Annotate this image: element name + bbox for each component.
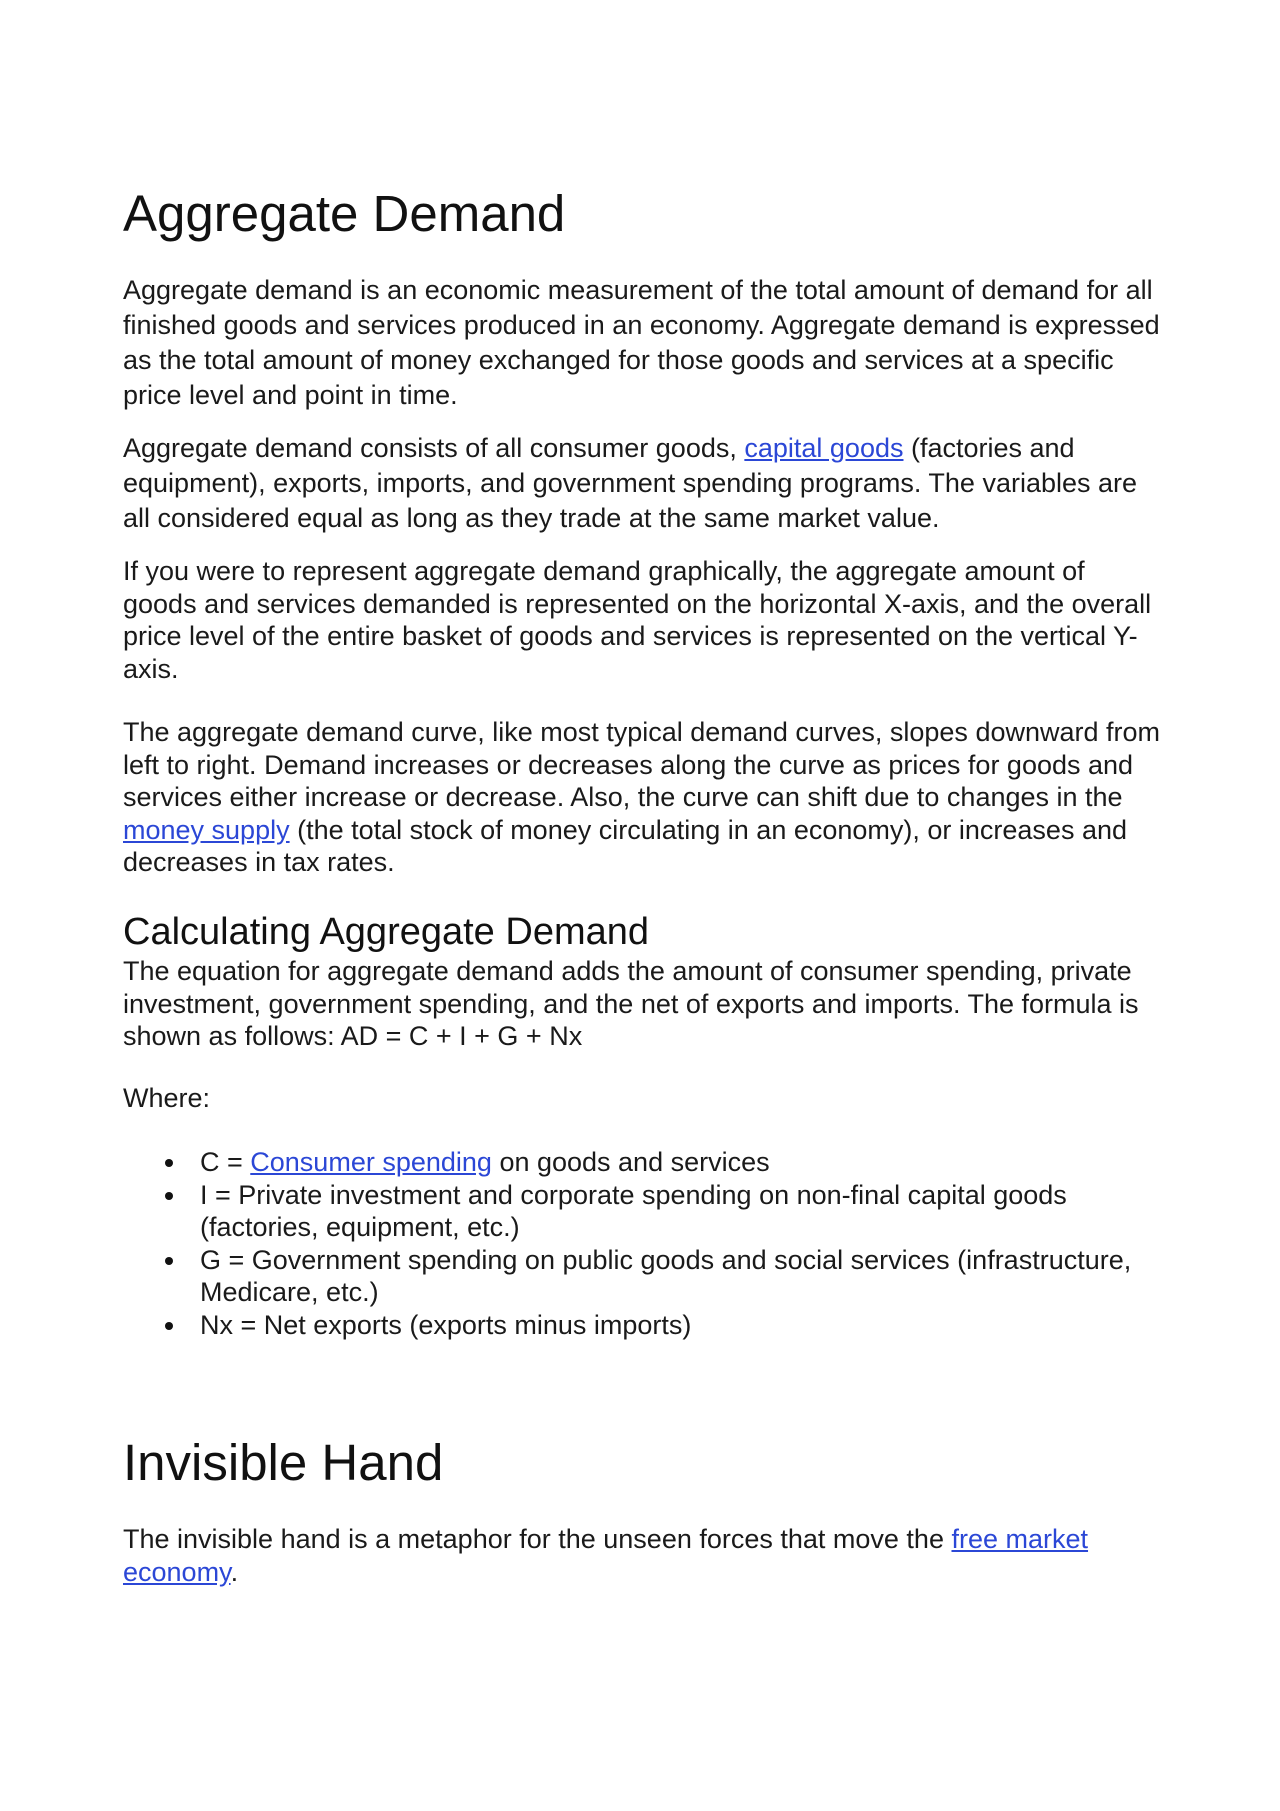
paragraph-curve-text-1: The aggregate demand curve, like most typical demand curves, slopes downward from left to right. Demand increases or decreases along the curve as prices for goods and services either increase or decrease. Also, the curve can shift due to changes in the	[123, 717, 1161, 812]
list-item	[123, 1146, 1163, 1179]
list-item-text: Nx = Net exports (exports minus imports)	[200, 1309, 692, 1340]
variables-list	[123, 1146, 1163, 1341]
consumer-spending-link[interactable]: Consumer spending	[250, 1147, 492, 1177]
money-supply-link[interactable]: money supply	[123, 814, 290, 845]
list-item-text-2: on goods and services	[491, 1147, 770, 1177]
paragraph-graphical: If you were to represent aggregate demand graphically, the aggregate amount of goods and services demanded is represented on the horizontal X-axis, and the overall price level of the entire basket of goods and services is represented on the vertical Y-axis.	[123, 556, 1152, 684]
bullet-icon	[165, 1192, 173, 1200]
list-item-text: I = Private investment and corporate spending on non-final capital goods (factories, equipment, etc.)	[200, 1179, 1067, 1242]
paragraph-definition: Aggregate demand is an economic measurement of the total amount of demand for all finished goods and services produced in an economy. Aggregate demand is expressed as the total amount of money exchanged for those goods and services at a specific price level and point in time.	[123, 275, 1160, 410]
paragraph-invisible-hand-text-1: The invisible hand is a metaphor for the unseen forces that move the	[123, 1524, 952, 1554]
capital-goods-link[interactable]: capital goods	[744, 433, 904, 463]
paragraph-components-text-1: Aggregate demand consists of all consumer goods,	[123, 433, 745, 463]
bullet-icon	[165, 1159, 173, 1167]
where-label: Where:	[123, 1083, 211, 1113]
paragraph-components-text-2: (factories and equipment), exports, imports, and government spending programs. The variables are all considered equal as long as they trade at the same market value.	[123, 433, 1138, 533]
paragraph-equation: The equation for aggregate demand adds the amount of consumer spending, private investment, government spending, and the net of exports and imports. The formula is shown as follows: AD = C + I + G + Nx	[123, 956, 1139, 1051]
paragraph-curve	[123, 716, 1163, 879]
paragraph-invisible-hand-text-2: .	[230, 1556, 239, 1587]
bullet-icon	[165, 1322, 173, 1330]
section-title-calculating: Calculating Aggregate Demand	[123, 911, 650, 953]
paragraph-components	[123, 431, 1163, 536]
list-item	[123, 1179, 1163, 1244]
paragraph-curve-text-2: (the total stock of money circulating in an economy), or increases and decreases in tax rates.	[123, 814, 1128, 877]
list-item	[123, 1309, 1163, 1342]
list-item-text: G = Government spending on public goods and social services (infrastructure, Medicare, etc.)	[200, 1244, 1132, 1307]
section-title-invisible-hand: Invisible Hand	[123, 1434, 444, 1491]
paragraph-invisible-hand	[123, 1523, 1163, 1588]
bullet-icon	[165, 1257, 173, 1265]
list-item	[123, 1244, 1163, 1309]
free-market-economy-link[interactable]: free market economy	[123, 1524, 1089, 1587]
section-title-aggregate-demand: Aggregate Demand	[123, 185, 566, 242]
list-item-text-1: C =	[200, 1147, 251, 1177]
